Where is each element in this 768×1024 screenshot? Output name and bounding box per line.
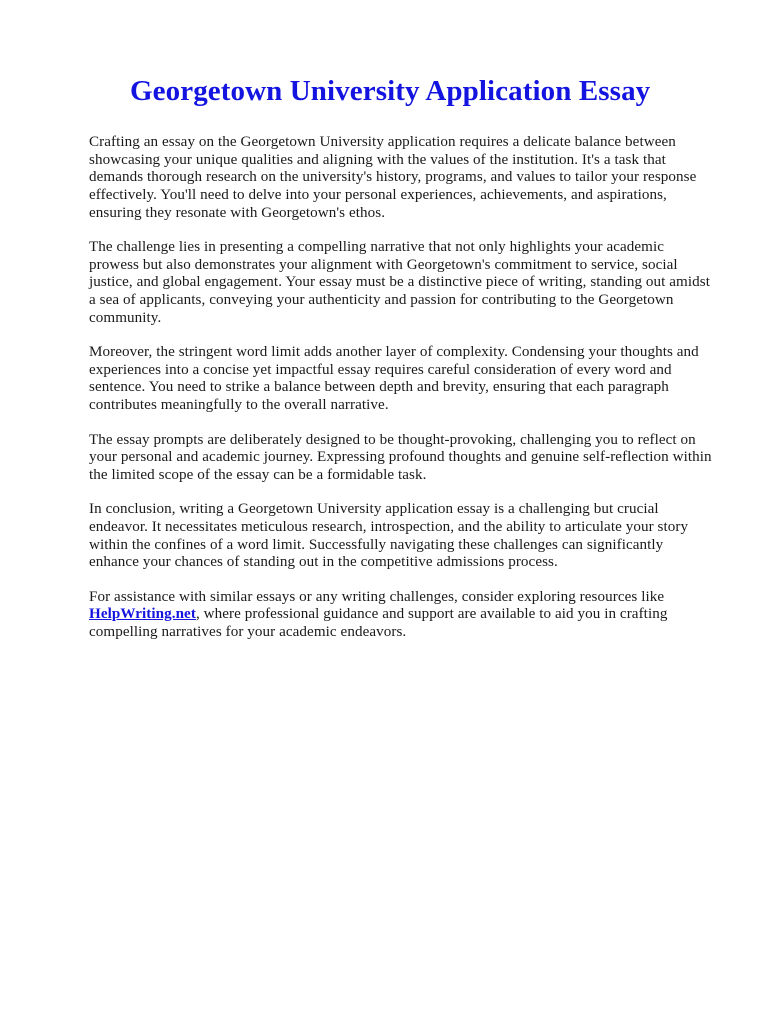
paragraph-1: Crafting an essay on the Georgetown University application requires a delicate balance between showcasing your unique qualities and aligning with the values of the institution. It's a task that demands thorough research on the university's history, programs, and values to tailor your response effectively. You'll need to delve into your personal experiences, achievements, and aspirations, ensuring they resonate with Georgetown's ethos. <box>89 134 697 221</box>
paragraph-3: Moreover, the stringent word limit adds another layer of complexity. Condensing your thoughts and experiences into a concise yet impactful essay requires careful consideration of every word and sentence. You need to strike a balance between depth and brevity, ensuring that each paragraph contributes meaningfully to the overall narrative. <box>89 344 699 413</box>
closing-text-before-link: For assistance with similar essays or any writing challenges, consider exploring resources like <box>89 588 665 605</box>
helpwriting-link[interactable]: HelpWriting.net <box>89 606 196 623</box>
closing-text-after-link: , where professional guidance and support are available to aid you in crafting compelling narratives for your academic endeavors. <box>89 606 668 640</box>
paragraph-6-closing <box>89 589 713 642</box>
page-title: Georgetown University Application Essay <box>130 75 651 107</box>
paragraph-2: The challenge lies in presenting a compelling narrative that not only highlights your academic prowess but also demonstrates your alignment with Georgetown's commitment to service, social justice, and global engagement. Your essay must be a distinctive piece of writing, standing out amidst a sea of applicants, conveying your authenticity and passion for contributing to the Georgetown community. <box>89 239 710 326</box>
paragraph-4: The essay prompts are deliberately designed to be thought-provoking, challenging you to reflect on your personal and academic journey. Expressing profound thoughts and genuine self-reflection within the limited scope of the essay can be a formidable task. <box>89 431 712 483</box>
document-body <box>89 74 713 641</box>
paragraph-5: In conclusion, writing a Georgetown University application essay is a challenging but crucial endeavor. It necessitates meticulous research, introspection, and the ability to articulate your story within the confines of a word limit. Successfully navigating these challenges can significantly enhance your chances of standing out in the competitive admissions process. <box>89 501 689 571</box>
